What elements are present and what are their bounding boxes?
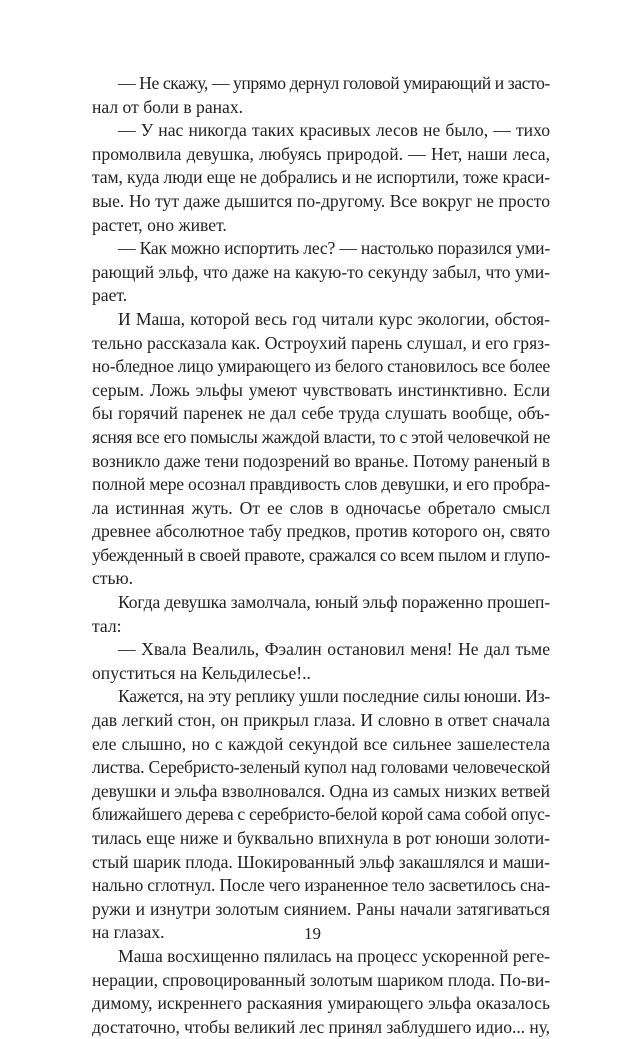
text-line: дав легкий стон, он прикрыл глаза. И словно в ответ сначала [92, 710, 550, 731]
text-line: растет, оно живет. [92, 214, 227, 235]
text-line: полной мере осознал правдивость слов девушки, и его пробра- [92, 474, 550, 495]
text-line: Когда девушка замолчала, юный эльф пораженно прошеп- [118, 592, 550, 613]
text-line: ясняя все его помыслы жаждой власти, то с этой человечкой не [92, 426, 550, 447]
text-line: ближайшего дерева с серебристо-белой корой сама собой опус- [92, 804, 551, 825]
text-line: ла истинная жуть. От ее слов в одночасье обретало смысл [92, 497, 550, 518]
text-line: серым. Ложь эльфы умеют чувствовать инстинктивно. Если [92, 379, 550, 400]
text-line: девушки и эльфа взволновался. Одна из самых низких ветвей [92, 780, 550, 801]
text-line: рает. [92, 285, 128, 306]
text-line: Кажется, на эту реплику ушли последние силы юноши. Из- [118, 686, 551, 707]
text-line: рающий эльф, что даже на какую-то секунду забыл, что уми- [92, 261, 550, 282]
text-line: стый шарик плода. Шокированный эльф закашлялся и маши- [92, 851, 551, 872]
text-line: стью. [92, 568, 134, 589]
text-line: на глазах. [92, 922, 165, 943]
text-line: возникло даже тени подозрений во вранье. Потому раненый в [92, 450, 551, 471]
page-number: 19 [304, 924, 321, 943]
text-line: достаточно, чтобы великий лес принял заблудшего идио... ну, [92, 1016, 550, 1037]
text-line: нерации, спровоцированный золотым шариком плода. По-ви- [92, 969, 550, 990]
text-line: промолвила девушка, любуясь природой. — Нет, наши леса, [92, 143, 550, 164]
text-line: нально сглотнул. После чего израненное тело засветилось сна- [92, 875, 550, 896]
text-line: вые. Но тут даже дышится по-другому. Все вокруг не просто [92, 190, 550, 211]
text-line: тельно рассказала как. Остроухий парень слушал, и его гряз- [92, 332, 550, 353]
text-line: там, куда люди еще не добрались и не испортили, тоже краси- [92, 167, 550, 188]
text-line: — Как можно испортить лес? — настолько поразился уми- [118, 238, 550, 259]
text-line: тилась еще ниже и буквально впихнула в рот юноши золоти- [92, 828, 550, 848]
text-line: еле слышно, но с каждой секундой все сильнее зашелестела [92, 733, 550, 754]
text-line: ружи и изнутри золотым сиянием. Раны начали затягиваться [92, 898, 550, 919]
text-line: — Хвала Веалиль, Фэалин остановил меня! Не дал тьме [118, 639, 550, 660]
text-line: — У нас никогда таких красивых лесов не было, — тихо [118, 120, 550, 141]
text-line: — Не скажу, — упрямо дернул головой умирающий и засто- [118, 73, 550, 93]
text-line: но-бледное лицо умирающего из белого становилось все более [92, 356, 550, 377]
body-text [92, 72, 550, 1039]
text-line: листва. Серебристо-зеленый купол над головами человеческой [92, 757, 550, 778]
text-line: опуститься на Кельдилесье!.. [92, 662, 311, 683]
text-line: тал: [92, 615, 122, 636]
text-line: нал от боли в ранах. [92, 96, 244, 117]
text-line: Маша восхищенно пялилась на процесс ускоренной реге- [118, 945, 551, 966]
text-line: убежденный в своей правоте, сражался со всем пылом и глупо- [92, 544, 550, 565]
text-line: древнее абсолютное табу предков, против которого он, свято [92, 521, 550, 542]
text-line: димому, искреннего раскаяния умирающего эльфа оказалось [92, 993, 550, 1014]
text-line: И Маша, которой весь год читали курс экологии, обстоя- [118, 308, 550, 329]
text-line: бы горячий паренек не дал себе труда слушать вообще, объ- [92, 403, 550, 424]
